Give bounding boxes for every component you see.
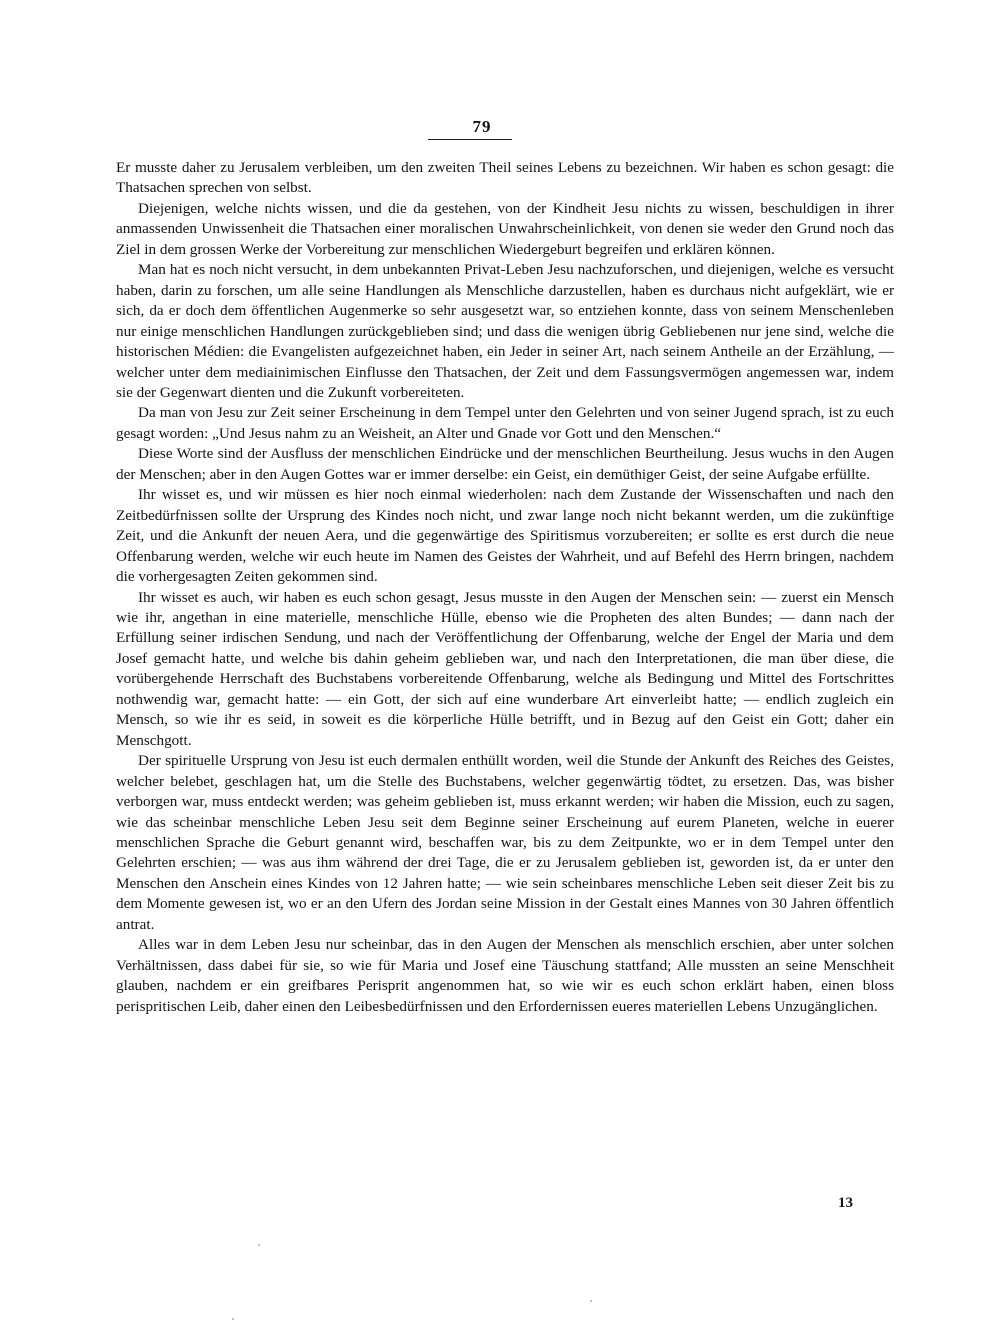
paragraph-8: Der spirituelle Ursprung von Jesu ist euch dermalen enthüllt worden, weil die Stunde der Ankunft des Reiches des Geistes, welcher belebet, geschlagen hat, um die Stelle des Buchstabens, welcher gegenwärtig tödtet, zu ersetzen. Das, was bisher verborgen war, muss entdeckt werden; was geheim geblieben ist, muss erkannt werden; wir haben die Mission, euch zu sagen, wie das scheinbar menschliche Leben Jesu seit dem Beginne seiner Erscheinung auf eurem Planeten, welche in euerer menschlichen Sprache die Geburt genannt wird, beschaffen war, bis zu dem Zeitpunkte, wo er in dem Tempel unter den Gelehrten erschien; — was aus ihm während der drei Tage, die er zu Jerusalem geblieben ist, geworden ist, da er unter den Menschen den Anschein eines Kindes von 12 Jahren hatte; — wie sein scheinbares menschliche Leben seit dieser Zeit bis zu dem Momente gewesen ist, wo er an den Ufern des Jordan seine Mission in der Gestalt eines Mannes von 30 Jahren öffentlich antrat. (116, 752, 894, 933)
paper-speck (232, 1318, 234, 1320)
paragraph-1: Er musste daher zu Jerusalem verbleiben, um den zweiten Theil seines Lebens zu bezeichnen. Wir haben es schon gesagt: die Thatsachen sprechen von selbst. (116, 159, 894, 197)
paragraph-2: Diejenigen, welche nichts wissen, und die da gestehen, von der Kindheit Jesu nichts zu wissen, beschuldigen in ihrer anmassenden Unwissenheit die Thatsachen einer moralischen Unwahrscheinlichkeit, von denen sie weder den Grund noch das Ziel in dem grossen Werke der Vorbereitung zur menschlichen Wiedergeburt begreifen und erklären können. (116, 199, 894, 258)
paragraph-7: Ihr wisset es auch, wir haben es euch schon gesagt, Jesus musste in den Augen der Menschen sein: — zuerst ein Mensch wie ihr, angethan in eine materielle, menschliche Hülle, ebenso wie die Propheten des alten Bundes; — dann nach der Erfüllung seiner irdischen Sendung, und nach der Veröffentlichung der Offenbarung, welche der Engel der Maria und dem Josef gemacht hatte, und welche bis dahin geheim geblieben war, und nach den Interpretationen, die man über diese, die vorübergehende Herrschaft des Buchstabens vorbereitende Offenbarung, welche als Bedingung und Mittel des Fortschrittes nothwendig war, gemacht hatte: — ein Gott, der sich auf eine wunderbare Art einverleibt hatte; — endlich zugleich ein Mensch, so wie ihr es seid, in soweit es die körperliche Hülle betrifft, und in Bezug auf den Geist ein Gott; daher ein Menschgott. (116, 588, 894, 749)
signature-mark: 13 (838, 1195, 853, 1211)
paragraph-4: Da man von Jesu zur Zeit seiner Erscheinung in dem Tempel unter den Gelehrten und von seiner Jugend sprach, ist zu euch gesagt worden: „Und Jesus nahm zu an Weisheit, an Alter und Gnade vor Gott und den Menschen.“ (116, 404, 894, 442)
page-number: 79 (472, 117, 492, 136)
body-text (116, 158, 894, 1017)
paragraph-3: Man hat es noch nicht versucht, in dem unbekannten Privat-Leben Jesu nachzuforschen, und diejenigen, welche es versucht haben, darin zu forschen, um alle seine Handlungen als Menschliche darzustellen, haben es durchaus nicht aufgeklärt, wie er sich, da er doch dem öffentlichen Augenmerke so sehr ausgesetzt war, so entziehen konnte, dass von seinem Menschenleben nur einige menschlichen Handlungen zurückgeblieben sind; und dass die wenigen übrig Gebliebenen nur jene sind, welche die historischen Médien: die Evangelisten aufgezeichnet haben, ein Jeder in seiner Art, nach seinem Antheile an der Erzählung, — welcher unter dem mediainimischen Einflusse den Thatsachen, der Zeit und dem Fassungsvermögen angemessen war, indem sie der Gegenwart dienten und die Zukunft vorbereiteten. (116, 261, 894, 401)
paper-speck (258, 1244, 260, 1246)
page-number-rule (428, 139, 512, 140)
paper-speck (590, 1300, 592, 1302)
paragraph-9: Alles war in dem Leben Jesu nur scheinbar, das in den Augen der Menschen als menschlich erschien, aber unter solchen Verhältnissen, dass dabei für sie, so wie für Maria und Josef eine Täuschung stattfand; Alle mussten an seine Menschheit glauben, nachdem er ein greifbares Perisprit angenommen hat, so wie wir es euch schon erklärt haben, einen bloss perispritischen Leib, daher einen den Leibesbedürfnissen und den Erfordernissen eueres materiellen Lebens Unzugänglichen. (116, 936, 894, 1015)
paragraph-6: Ihr wisset es, und wir müssen es hier noch einmal wiederholen: nach dem Zustande der Wissenschaften und nach den Zeitbedürfnissen sollte der Ursprung des Kindes noch nicht, und zwar lange noch nicht bekannt werden, um die zukünftige Zeit, und die Ankunft der neuen Aera, und die gegenwärtige des Spiritismus vorzubereiten; er sollte es erst durch die neue Offenbarung werden, welche wir euch heute im Namen des Geistes der Wahrheit, und auf Befehl des Herrn bringen, nachdem die vorhergesagten Zeiten gekommen sind. (116, 486, 894, 586)
paragraph-5: Diese Worte sind der Ausfluss der menschlichen Eindrücke und der menschlichen Beurtheilung. Jesus wuchs in den Augen der Menschen; aber in den Augen Gottes war er immer derselbe: ein Geist, ein demüthiger Geist, der seine Aufgabe erfüllte. (116, 445, 894, 483)
